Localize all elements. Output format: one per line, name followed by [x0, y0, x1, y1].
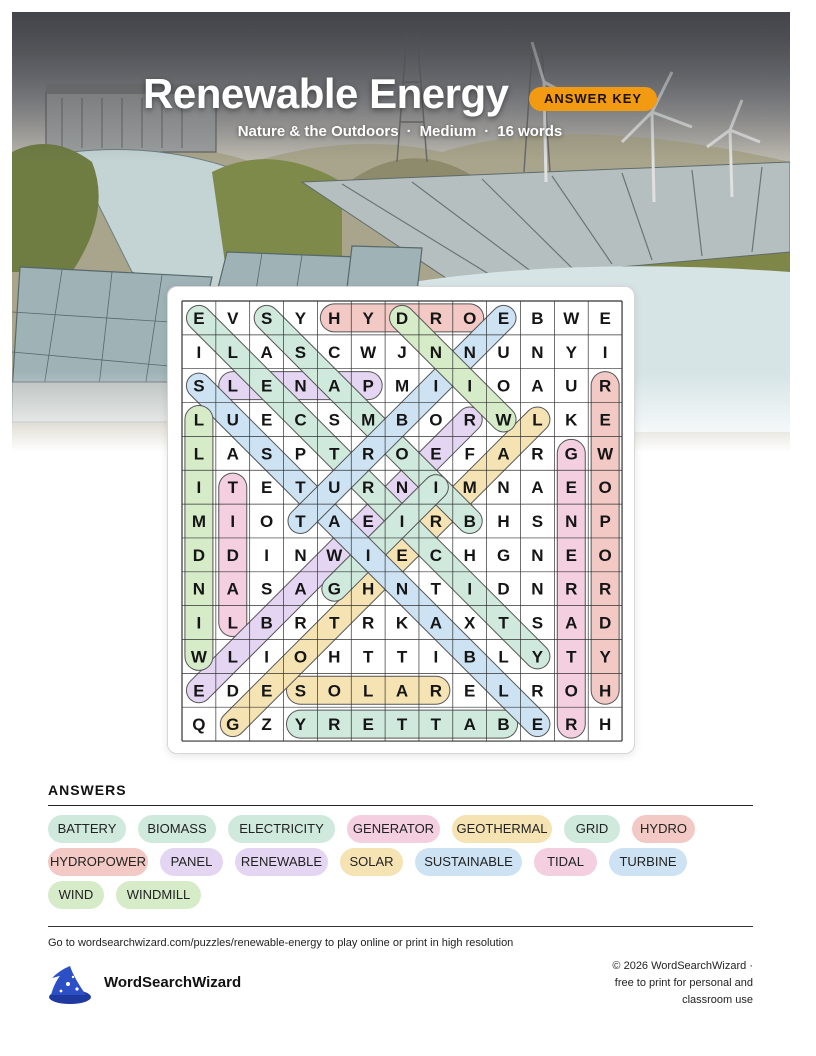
grid-letter: I — [264, 647, 269, 667]
copyright-line: classroom use — [682, 994, 753, 1006]
grid-letter: S — [260, 308, 273, 328]
grid-letter: O — [564, 681, 578, 701]
grid-letter: Y — [294, 308, 307, 328]
grid-letter: L — [193, 410, 205, 430]
grid-letter: N — [294, 376, 307, 396]
grid-letter: E — [430, 444, 442, 464]
grid-letter: W — [495, 410, 512, 430]
grid-letter: N — [565, 512, 578, 532]
grid-letter: Y — [362, 308, 374, 328]
grid-letter: T — [430, 715, 442, 735]
grid-letter: U — [497, 342, 510, 362]
grid-letter: W — [360, 342, 377, 362]
grid-letter: R — [328, 715, 341, 735]
grid-letter: O — [327, 681, 341, 701]
grid-letter: N — [531, 545, 544, 565]
grid-letter: E — [260, 681, 273, 701]
grid-letter: N — [294, 545, 307, 565]
grid-letter: U — [328, 478, 341, 498]
grid-letter: Y — [294, 715, 307, 735]
grid-letter: B — [497, 715, 510, 735]
grid-letter: A — [531, 478, 544, 498]
grid-letter: M — [361, 410, 376, 430]
answers-divider — [48, 805, 753, 806]
grid-letter: E — [599, 308, 611, 328]
grid-letter: T — [396, 715, 408, 735]
grid-letter: S — [294, 681, 307, 701]
answer-chip-biomass: BIOMASS — [138, 815, 216, 843]
grid-letter: I — [264, 545, 269, 565]
grid-letter: I — [433, 376, 439, 396]
answer-chip-panel: PANEL — [160, 848, 223, 876]
grid-letter: L — [532, 410, 543, 430]
grid-letter: L — [227, 342, 238, 362]
grid-letter: L — [193, 444, 205, 464]
grid-letter: R — [362, 478, 375, 498]
grid-letter: G — [496, 545, 511, 565]
grid-letter: E — [565, 545, 577, 565]
grid-letter: J — [397, 342, 407, 362]
grid-letter: Y — [565, 342, 577, 362]
grid-letter: C — [429, 545, 443, 565]
grid-letter: K — [395, 613, 409, 633]
grid-letter: L — [227, 613, 238, 633]
grid-letter: W — [597, 444, 614, 464]
grid-letter: B — [531, 308, 544, 328]
grid-letter: O — [598, 478, 612, 498]
grid-letter: Z — [261, 715, 272, 735]
grid-letter: D — [226, 545, 239, 565]
grid-letter: G — [327, 579, 341, 599]
grid-letter: V — [227, 308, 239, 328]
grid-letter: E — [531, 715, 544, 735]
grid-letter: D — [395, 308, 409, 328]
grid-letter: R — [429, 308, 443, 328]
category-label: Nature & the Outdoors — [237, 123, 399, 140]
copyright-line: © 2026 WordSearchWizard · — [612, 960, 753, 972]
grid-letter: S — [260, 444, 273, 464]
grid-letter: Y — [531, 647, 544, 667]
grid-letter: I — [602, 342, 608, 362]
grid-letter: R — [531, 681, 544, 701]
grid-letter: R — [531, 444, 544, 464]
grid-letter: A — [497, 444, 510, 464]
grid-letter: O — [260, 512, 274, 532]
grid-letter: T — [566, 647, 577, 667]
grid-letter: N — [395, 478, 409, 498]
grid-letter: U — [565, 376, 578, 396]
grid-letter: C — [294, 410, 307, 430]
grid-letter: O — [293, 647, 308, 667]
grid-letter: A — [226, 579, 239, 599]
grid-letter: T — [329, 613, 340, 633]
grid-letter: A — [463, 715, 476, 735]
answer-chip-battery: BATTERY — [48, 815, 126, 843]
grid-letter: X — [464, 613, 476, 633]
grid-letter: E — [464, 681, 476, 701]
grid-letter: T — [329, 444, 340, 464]
grid-letter: S — [531, 613, 544, 633]
grid-letter: E — [260, 478, 273, 498]
grid-letter: R — [565, 579, 578, 599]
grid-letter: R — [362, 444, 375, 464]
grid-letter: H — [598, 681, 612, 701]
word-search-grid — [168, 287, 634, 753]
grid-letter: I — [196, 342, 202, 362]
answer-chip-renewable: RENEWABLE — [235, 848, 328, 876]
answer-chip-sustainable: SUSTAINABLE — [415, 848, 522, 876]
grid-letter: N — [463, 342, 476, 362]
footer-divider — [48, 926, 753, 927]
grid-letter: R — [598, 579, 612, 599]
grid-letter: H — [497, 512, 510, 532]
grid-letter: N — [497, 478, 510, 498]
grid-letter: B — [463, 512, 476, 532]
grid-letter: N — [429, 342, 443, 362]
grid-letter: I — [365, 545, 371, 565]
grid-letter: C — [328, 342, 341, 362]
grid-letter: T — [295, 512, 306, 532]
grid-letter: E — [362, 512, 374, 532]
grid-letter: N — [531, 579, 544, 599]
grid-letter: I — [433, 478, 439, 498]
grid-letter: A — [226, 444, 239, 464]
answer-key-badge: ANSWER KEY — [529, 87, 657, 111]
grid-letter: I — [230, 512, 236, 532]
grid-letter: R — [294, 613, 307, 633]
answer-chip-electricity: ELECTRICITY — [228, 815, 335, 843]
grid-letter: U — [226, 410, 239, 430]
grid-letter: E — [193, 308, 205, 328]
grid-letter: I — [196, 613, 202, 633]
grid-letter: S — [328, 410, 340, 430]
grid-letter: E — [396, 545, 408, 565]
grid-letter: D — [598, 613, 612, 633]
grid-letter: R — [429, 681, 443, 701]
grid-letter: O — [429, 410, 443, 430]
grid-letter: N — [192, 579, 206, 599]
grid-letter: P — [599, 512, 611, 532]
grid-letter: W — [326, 545, 343, 565]
grid-letter: D — [192, 545, 206, 565]
grid-letter: S — [294, 342, 307, 362]
grid-letter: M — [191, 512, 207, 532]
grid-letter: L — [227, 376, 238, 396]
grid-letter: B — [395, 410, 409, 430]
grid-letter: E — [599, 410, 611, 430]
answer-chip-geothermal: GEOTHERMAL — [452, 815, 552, 843]
grid-letter: A — [294, 579, 307, 599]
answer-chip-windmill: WINDMILL — [116, 881, 201, 909]
grid-letter: R — [429, 512, 443, 532]
puzzle-card — [167, 286, 635, 754]
grid-letter: D — [497, 579, 510, 599]
grid-letter: I — [467, 579, 473, 599]
grid-letter: S — [260, 579, 273, 599]
brand-name: WordSearchWizard — [104, 974, 242, 991]
answer-chip-solar: SOLAR — [340, 848, 403, 876]
grid-letter: G — [226, 715, 240, 735]
grid-letter: K — [565, 410, 578, 430]
grid-letter: H — [362, 579, 375, 599]
meta-separator: · — [484, 123, 490, 140]
grid-letter: R — [565, 715, 578, 735]
grid-letter: A — [260, 342, 273, 362]
wizard-hat-icon — [46, 964, 92, 1006]
grid-letter: I — [399, 512, 405, 532]
grid-letter: I — [433, 647, 439, 667]
answer-chip-tidal: TIDAL — [534, 848, 597, 876]
grid-letter: W — [563, 308, 580, 328]
grid-letter: R — [598, 376, 612, 396]
grid-letter: S — [193, 376, 205, 396]
answer-chip-turbine: TURBINE — [609, 848, 687, 876]
grid-letter: A — [565, 613, 578, 633]
page-title: Renewable Energy — [143, 70, 509, 117]
answer-chip-grid: GRID — [564, 815, 620, 843]
grid-letter: T — [498, 613, 509, 633]
grid-letter: B — [260, 613, 273, 633]
grid-letter: L — [498, 681, 509, 701]
grid-letter: L — [227, 647, 238, 667]
grid-letter: S — [531, 512, 544, 532]
answer-chip-generator: GENERATOR — [347, 815, 440, 843]
grid-letter: R — [463, 410, 476, 430]
grid-letter: R — [362, 613, 375, 633]
grid-letter: T — [362, 647, 374, 667]
copyright-note — [553, 958, 753, 1009]
grid-letter: F — [464, 444, 475, 464]
grid-letter: M — [394, 376, 410, 396]
grid-letter: E — [565, 478, 577, 498]
grid-letter: N — [531, 342, 544, 362]
grid-letter: M — [462, 478, 477, 498]
grid-letter: H — [463, 545, 476, 565]
word-count-label: 16 words — [497, 123, 563, 140]
grid-letter: P — [362, 376, 374, 396]
grid-letter: O — [395, 444, 409, 464]
play-online-note: Go to wordsearchwizard.com/puzzles/renewable-energy to play online or print in high resolution — [48, 937, 514, 949]
grid-letter: E — [497, 308, 510, 328]
grid-letter: H — [328, 308, 341, 328]
grid-letter: N — [395, 579, 409, 599]
grid-letter: O — [496, 376, 511, 396]
grid-letter: E — [260, 410, 273, 430]
puzzle-meta — [0, 123, 800, 140]
difficulty-label: Medium — [419, 123, 477, 140]
grid-letter: T — [227, 478, 238, 498]
grid-letter: T — [396, 647, 408, 667]
grid-letter: Q — [192, 715, 206, 735]
grid-letter: A — [429, 613, 443, 633]
grid-letter: L — [498, 647, 509, 667]
answers-heading: ANSWERS — [48, 782, 127, 798]
answer-chip-hydro: HYDRO — [632, 815, 695, 843]
grid-letter: I — [467, 376, 473, 396]
grid-letter: W — [190, 647, 207, 667]
grid-letter: A — [395, 681, 409, 701]
grid-letter: E — [260, 376, 273, 396]
copyright-line: free to print for personal and — [614, 977, 753, 989]
grid-letter: E — [362, 715, 374, 735]
grid-letter: B — [463, 647, 476, 667]
grid-letter: H — [328, 647, 341, 667]
answer-chip-wind: WIND — [48, 881, 104, 909]
grid-letter: L — [362, 681, 374, 701]
grid-letter: O — [463, 308, 477, 328]
meta-separator: · — [406, 123, 412, 140]
grid-letter: E — [193, 681, 205, 701]
grid-letter: G — [564, 444, 578, 464]
grid-letter: H — [598, 715, 612, 735]
grid-letter: I — [196, 478, 202, 498]
grid-letter: P — [294, 444, 307, 464]
grid-letter: A — [328, 376, 341, 396]
grid-letter: A — [328, 512, 341, 532]
grid-letter: D — [226, 681, 239, 701]
answer-chip-hydropower: HYDROPOWER — [48, 848, 148, 876]
grid-letter: Y — [599, 647, 611, 667]
grid-letter: A — [531, 376, 544, 396]
grid-letter: O — [598, 545, 612, 565]
grid-letter: T — [295, 478, 306, 498]
grid-letter: T — [430, 579, 442, 599]
